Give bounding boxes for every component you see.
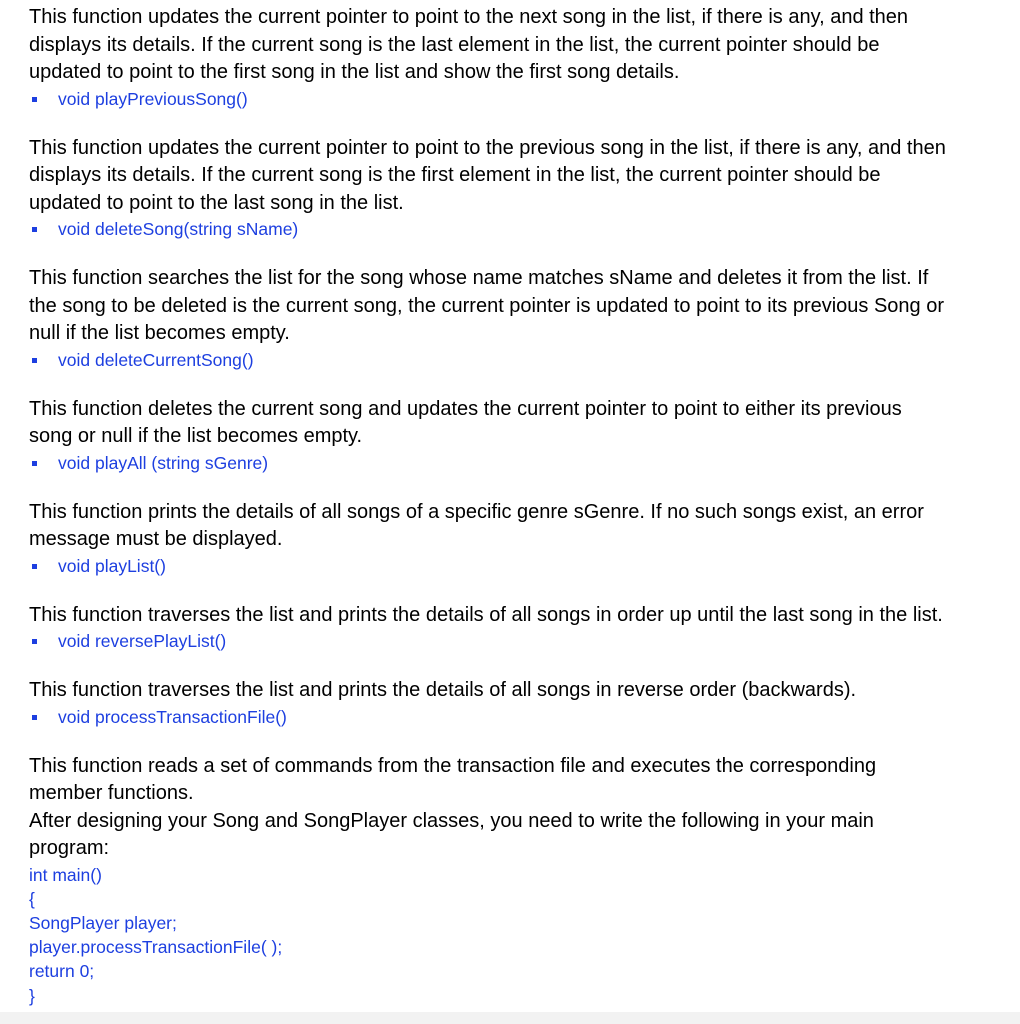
spacer [29, 654, 1019, 677]
spacer [29, 579, 1019, 602]
bullet-icon [32, 97, 37, 102]
bullet-icon [32, 639, 37, 644]
function-signature-play-all [29, 451, 1019, 476]
signature-text: void deleteCurrentSong() [58, 349, 254, 370]
description-play-previous-song: This function updates the current pointer to point to the previous song in the list, if there is any, and then displays its details. If the current song is the first element in the list, the current pointer should be updated to point to the last song in the list. [29, 136, 946, 214]
main-program-instruction: After designing your Song and SongPlayer classes, you need to write the following in your main program: [29, 809, 874, 859]
bullet-icon [32, 564, 37, 569]
code-line: int main() [29, 864, 102, 885]
function-signature-process-transaction-file [29, 705, 1019, 730]
signature-text: void playPreviousSong() [58, 88, 248, 109]
main-code-block [29, 863, 1019, 1008]
description-delete-current-song: This function deletes the current song and updates the current pointer to point to either its previous song or null if the list becomes empty. [29, 397, 902, 447]
spacer [29, 373, 1019, 396]
spacer [29, 476, 1019, 499]
code-line: { [29, 888, 35, 909]
description-play-next-song: This function updates the current pointer to point to the next song in the list, if there is any, and then displays its details. If the current song is the last element in the list, the current pointer should be updated to point to the first song in the list and show the first song details. [29, 6, 909, 83]
signature-text: void processTransactionFile() [58, 706, 287, 727]
signature-text: void deleteSong(string sName) [58, 219, 299, 239]
code-line: SongPlayer player; [29, 912, 177, 933]
code-line: player.processTransactionFile( ); [29, 937, 283, 958]
bottom-divider [0, 1012, 1020, 1024]
function-signature-play-list [29, 554, 1019, 579]
code-line: return 0; [29, 961, 95, 982]
signature-text: void reversePlayList() [58, 631, 227, 651]
function-signature-reverse-play-list [29, 629, 1019, 654]
description-play-all: This function prints the details of all songs of a specific genre sGenre. If no such songs exist, an error message must be displayed. [29, 500, 924, 550]
signature-text: void playList() [58, 555, 166, 576]
bullet-icon [32, 715, 37, 720]
document-content [29, 4, 1019, 1008]
signature-text: void playAll (string sGenre) [58, 452, 269, 473]
function-signature-delete-song [29, 217, 1019, 242]
spacer [29, 242, 1019, 265]
function-signature-play-previous-song [29, 87, 1019, 112]
bullet-icon [32, 227, 37, 232]
description-reverse-play-list: This function traverses the list and prints the details of all songs in reverse order (backwards). [29, 679, 857, 701]
bullet-icon [32, 358, 37, 363]
description-delete-song: This function searches the list for the song whose name matches sName and deletes it from the list. If the song to be deleted is the current song, the current pointer is updated to point to its previous Song or null if the list becomes empty. [29, 267, 945, 344]
function-signature-delete-current-song [29, 348, 1019, 373]
description-play-list: This function traverses the list and prints the details of all songs in order up until the last song in the list. [29, 603, 943, 626]
bullet-icon [32, 461, 37, 466]
spacer [29, 730, 1019, 753]
description-process-transaction-file: This function reads a set of commands from the transaction file and executes the corresponding member functions. [29, 754, 877, 804]
spacer [29, 112, 1019, 135]
code-line: } [29, 985, 35, 1006]
